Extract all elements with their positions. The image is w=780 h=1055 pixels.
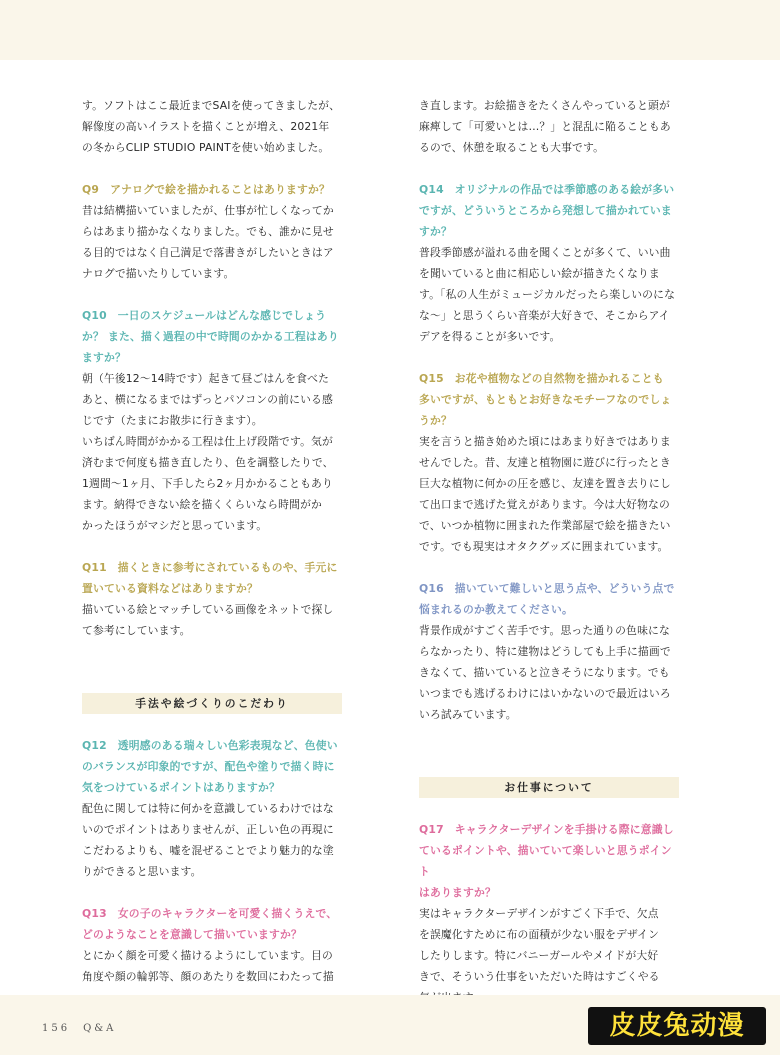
- answer-line: いろ試みています。: [419, 708, 517, 721]
- qa-q12: [82, 735, 342, 882]
- answer-line: る目的ではなく自己満足で落書きがしたいときはア: [82, 246, 334, 259]
- answer-line: 巨大な植物に何かの圧を感じ、友達を置き去りにし: [419, 477, 671, 490]
- top-band: [0, 0, 780, 60]
- question-line: Q13 女の子のキャラクターを可愛く描くうえで、: [82, 907, 338, 920]
- answer-line: て参考にしています。: [82, 624, 191, 637]
- answer-line: 描いている絵とマッチしている画像をネットで探し: [82, 603, 334, 616]
- question-line: Q10 一日のスケジュールはどんな感じでしょう: [82, 309, 327, 322]
- answer-line: きで、そういう仕事をいただいた時はすごくやる: [419, 970, 660, 983]
- answer-line: あと、横になるまではずっとパソコンの前にいる感: [82, 393, 333, 406]
- question-line: すか？: [419, 225, 452, 238]
- text-line: の冬からCLIP STUDIO PAINTを使い始めました。: [82, 141, 330, 154]
- answer-line: 実を言うと描き始めた頃にはあまり好きではありま: [419, 435, 671, 448]
- watermark-logo: 皮皮兔动漫: [588, 1007, 766, 1045]
- right-column: [419, 95, 679, 1008]
- qa-q14: [419, 179, 679, 347]
- answer-line: せんでした。昔、友達と植物園に遊びに行ったとき: [419, 456, 671, 469]
- answer-line: 普段季節感が溢れる曲を聞くことが多くて、いい曲: [419, 246, 671, 259]
- answer-line: で、いつか植物に囲まれた作業部屋で絵を描きたい: [419, 519, 671, 532]
- section-title-technique: 手法や絵づくりのこだわり: [82, 693, 342, 714]
- question-line: のバランスが印象的ですが、配色や塗りで描く時に: [82, 760, 335, 773]
- answer-line: かったほうがマシだと思っています。: [82, 519, 268, 532]
- answer-line: きなくて、描いていると泣きそうになります。でも: [419, 666, 670, 679]
- question-line: Q11 描くときに参考にされているものや、手元に: [82, 561, 338, 574]
- answer-line: 済むまで何度も描き直したり、色を調整したりで、: [82, 456, 334, 469]
- question-line: ているポイントや、描いていて楽しいと思うポイント: [419, 844, 672, 878]
- left-intro: [82, 95, 342, 158]
- answer-line: いちばん時間がかかる工程は仕上げ段階です。気が: [82, 435, 333, 448]
- answer-line: ナログで描いたりしています。: [82, 267, 235, 280]
- answer-line: 配色に関しては特に何かを意識しているわけではな: [82, 802, 334, 815]
- question-line: か？ また、描く過程の中で時間のかかる工程はあり: [82, 330, 339, 343]
- answer-line: じです（たまにお散歩に行きます）。: [82, 414, 263, 427]
- answer-line: です。でも現実はオタクグッズに囲まれています。: [419, 540, 669, 553]
- text-line: 麻痺して「可愛いとは…？」と混乱に陥ることもあ: [419, 120, 671, 133]
- answer-line: こだわるよりも、嘘を混ぜることでより魅力的な塗: [82, 844, 334, 857]
- qa-q10: [82, 305, 342, 536]
- qa-q13: [82, 903, 342, 987]
- answer-line: 角度や顔の輪郭等、顔のあたりを数回にわたって描: [82, 970, 334, 983]
- text-line: 解像度の高いイラストを描くことが増え、2021年: [82, 120, 330, 133]
- qa-q11: [82, 557, 342, 641]
- question-line: 悩まれるのか教えてください。: [419, 603, 573, 616]
- answer-line: を誤魔化すために布の面積が少ない服をデザイン: [419, 928, 660, 941]
- question-line: Q14 オリジナルの作品では季節感のある絵が多い: [419, 183, 675, 196]
- text-line: るので、休憩を取ることも大事です。: [419, 141, 605, 154]
- qa-q16: [419, 578, 679, 725]
- answer-line: らはあまり描かなくなりました。でも、誰かに見せ: [82, 225, 334, 238]
- question-line: Q9 アナログで絵を描かれることはありますか？: [82, 183, 331, 196]
- answer-line: いのでポイントはありませんが、正しい色の再現に: [82, 823, 334, 836]
- question-line: Q17 キャラクターデザインを手掛ける際に意識し: [419, 823, 674, 836]
- question-line: Q12 透明感のある瑞々しい色彩表現など、色使い: [82, 739, 338, 752]
- left-column: [82, 95, 342, 987]
- text-line: き直します。お絵描きをたくさんやっていると頭が: [419, 99, 670, 112]
- answer-line: て出口まで逃げた覚えがあります。今は大好物なの: [419, 498, 670, 511]
- question-line: はありますか？: [419, 886, 496, 899]
- qa-q9: [82, 179, 342, 284]
- question-line: どのようなことを意識して描いていますか？: [82, 928, 302, 941]
- question-line: Q16 描いていて難しいと思う点や、どういう点で: [419, 582, 675, 595]
- right-intro: [419, 95, 679, 158]
- qa-q15: [419, 368, 679, 557]
- section-title-work: お仕事について: [419, 777, 679, 798]
- question-line: ですが、どういうところから発想して描かれていま: [419, 204, 672, 217]
- page-number: 156 Q&A: [42, 1023, 117, 1034]
- question-line: うか？: [419, 414, 452, 427]
- question-line: 置いている資料などはありますか？: [82, 582, 258, 595]
- answer-line: したりします。特にバニーガールやメイドが大好: [419, 949, 659, 962]
- answer-line: りができると思います。: [82, 865, 202, 878]
- answer-line: とにかく顔を可愛く描けるようにしています。目の: [82, 949, 333, 962]
- text-line: す。ソフトはここ最近までSAIを使ってきましたが、: [82, 99, 341, 112]
- answer-line: 1週間〜1ヶ月、下手したら2ヶ月かかることもあり: [82, 477, 333, 490]
- answer-line: な〜」と思うくらい音楽が大好きで、そこからアイ: [419, 309, 670, 322]
- answer-line: デアを得ることが多いです。: [419, 330, 561, 343]
- question-line: 多いですが、もともとお好きなモチーフなのでしょ: [419, 393, 672, 406]
- answer-line: す。「私の人生がミュージカルだったら楽しいのにな: [419, 288, 676, 301]
- answer-line: 昔は結構描いていましたが、仕事が忙しくなってか: [82, 204, 334, 217]
- answer-line: ます。納得できない絵を描くくらいなら時間がか: [82, 498, 322, 511]
- answer-line: 背景作成がすごく苦手です。思った通りの色味にな: [419, 624, 670, 637]
- question-line: Q15 お花や植物などの自然物を描かれることも: [419, 372, 664, 385]
- qa-q17: [419, 819, 679, 1008]
- answer-line: らなかったり、特に建物はどうしても上手に描画で: [419, 645, 671, 658]
- question-line: 気をつけているポイントはありますか？: [82, 781, 280, 794]
- answer-line: 朝（午後12〜14時です）起きて昼ごはんを食べた: [82, 372, 330, 385]
- answer-line: 実はキャラクターデザインがすごく下手で、欠点: [419, 907, 659, 920]
- answer-line: を聞いていると曲に相応しい絵が描きたくなりま: [419, 267, 660, 280]
- question-line: ますか？: [82, 351, 126, 364]
- answer-line: いつまでも逃げるわけにはいかないので最近はいろ: [419, 687, 671, 700]
